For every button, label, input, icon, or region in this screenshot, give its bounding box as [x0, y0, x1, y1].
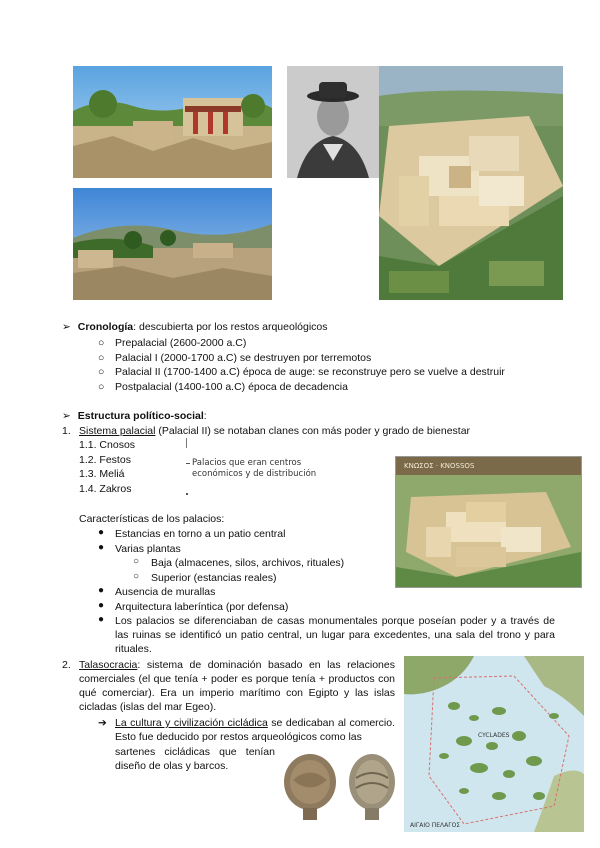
cycladic-frying-pan-image-2 — [346, 750, 398, 822]
hollow-bullet-icon: ○ — [133, 570, 140, 582]
cycladic-culture-description: se dedicaban al comercio. Esto fue deducido por restos arqueológicos como las — [115, 717, 395, 743]
dot-bullet-icon: ● — [98, 599, 105, 611]
hollow-bullet-icon: ○ — [98, 366, 105, 378]
palace-reconstruction-image — [379, 66, 563, 300]
cyclades-map-image — [404, 656, 584, 832]
dot-bullet-icon: ● — [98, 527, 105, 538]
list-item: 1.3. Meliá — [79, 468, 125, 480]
section-number: 2. — [62, 659, 71, 671]
thalassocracy-title: Talasocracia — [79, 659, 138, 671]
cycladic-description-wrapped: sartenes cicládicas que tenían diseño de olas y barcos. — [115, 746, 275, 772]
knossos-map-label: ΚΝΩΣΟΣ · KNOSSOS — [404, 462, 475, 470]
chronology-title: Cronología — [77, 321, 134, 333]
palatial-system-title: Sistema palacial — [79, 425, 156, 437]
list-item — [98, 365, 104, 379]
annotation-dot — [186, 493, 188, 495]
list-item: 1.2. Festos — [79, 453, 131, 466]
list-item-text: Prepalacial (2600-2000 a.C) — [115, 337, 247, 349]
arrow-bullet-icon: ➢ — [62, 410, 71, 422]
dot-bullet-icon: ● — [98, 585, 105, 596]
cycladic-paragraph-top — [115, 716, 395, 744]
hollow-bullet-icon: ○ — [133, 556, 140, 567]
cycladic-frying-pan-image-1 — [281, 750, 339, 822]
arrow-bullet-icon: ➢ — [62, 321, 71, 333]
list-item: Ausencia de murallas — [115, 586, 216, 598]
list-item: Arquitectura laberíntica (por defensa) — [115, 600, 289, 613]
structure-heading: ➢ Estructura político-social: — [62, 410, 207, 422]
knossos-map-image — [395, 456, 582, 588]
list-item — [98, 380, 104, 394]
hollow-bullet-icon: ○ — [98, 337, 105, 349]
knossos-ruins-photo-top — [73, 66, 272, 178]
list-item: Estancias en torno a un patio central — [115, 528, 286, 540]
chronology-heading — [62, 320, 328, 334]
evans-portrait — [287, 66, 379, 178]
list-item: 1.1. Cnosos — [79, 439, 136, 451]
list-item: Varias plantas — [115, 542, 181, 555]
hollow-bullet-icon: ○ — [98, 380, 105, 393]
list-item-text: Palacial II (1700-1400 a.C) época de auge: se reconstruye pero se vuelve a destruir — [115, 366, 505, 378]
cyclades-map-label: CYCLADES — [478, 732, 510, 739]
bracket-mark — [186, 438, 189, 448]
list-item-text: Palacial I (2000-1700 a.C) se destruyen por terremotos — [115, 351, 372, 364]
list-item: Baja (almacenes, silos, archivos, rituales) — [151, 557, 345, 569]
dot-bullet-icon: ● — [98, 541, 105, 553]
knossos-ruins-photo-bottom — [73, 188, 272, 300]
palaces-annotation: Palacios que eran centros económicos y de distribución — [192, 458, 317, 479]
dot-bullet-icon: ● — [98, 614, 105, 625]
hollow-bullet-icon: ○ — [98, 351, 105, 364]
cycladic-culture-title: La cultura y civilización cicládica — [115, 717, 268, 729]
palatial-system-line: Sistema palacial (Palacial II) se notaban clanes con más poder y grado de bienestar — [79, 425, 471, 437]
list-item — [98, 351, 104, 365]
cyclades-map-footer: ΑΙΓΑΙΟ ΠΕΛΑΓΟΣ — [410, 822, 461, 829]
features-title: Características de los palacios: — [79, 513, 225, 525]
annotation-dash — [186, 463, 190, 464]
list-item — [98, 336, 104, 350]
structure-title: Estructura político-social — [77, 410, 204, 422]
list-item: 1.4. Zakros — [79, 482, 132, 495]
section-number: 1. — [62, 425, 71, 437]
arrow-bullet-icon: ➔ — [98, 717, 107, 729]
chronology-description: : descubierta por los restos arqueológicos — [133, 321, 328, 333]
list-item: Superior (estancias reales) — [151, 571, 277, 584]
list-item: Los palacios se diferenciaban de casas monumentales porque poseían poder y a través de las ruinas se identificó un patio central, un lugar para excedentes, una sala del trono y para rituales. — [115, 615, 555, 655]
thalassocracy-paragraph: Talasocracia: sistema de dominación basado en las relaciones comerciales (el que tenía + poder es porque tenía + productos con qué comerciar). Era un imperio marítimo con Egipto y las islas cicladas (islas del mar Egeo). — [79, 659, 395, 713]
list-item-text: Postpalacial (1400-100 a.C) época de decadencia — [115, 380, 348, 393]
